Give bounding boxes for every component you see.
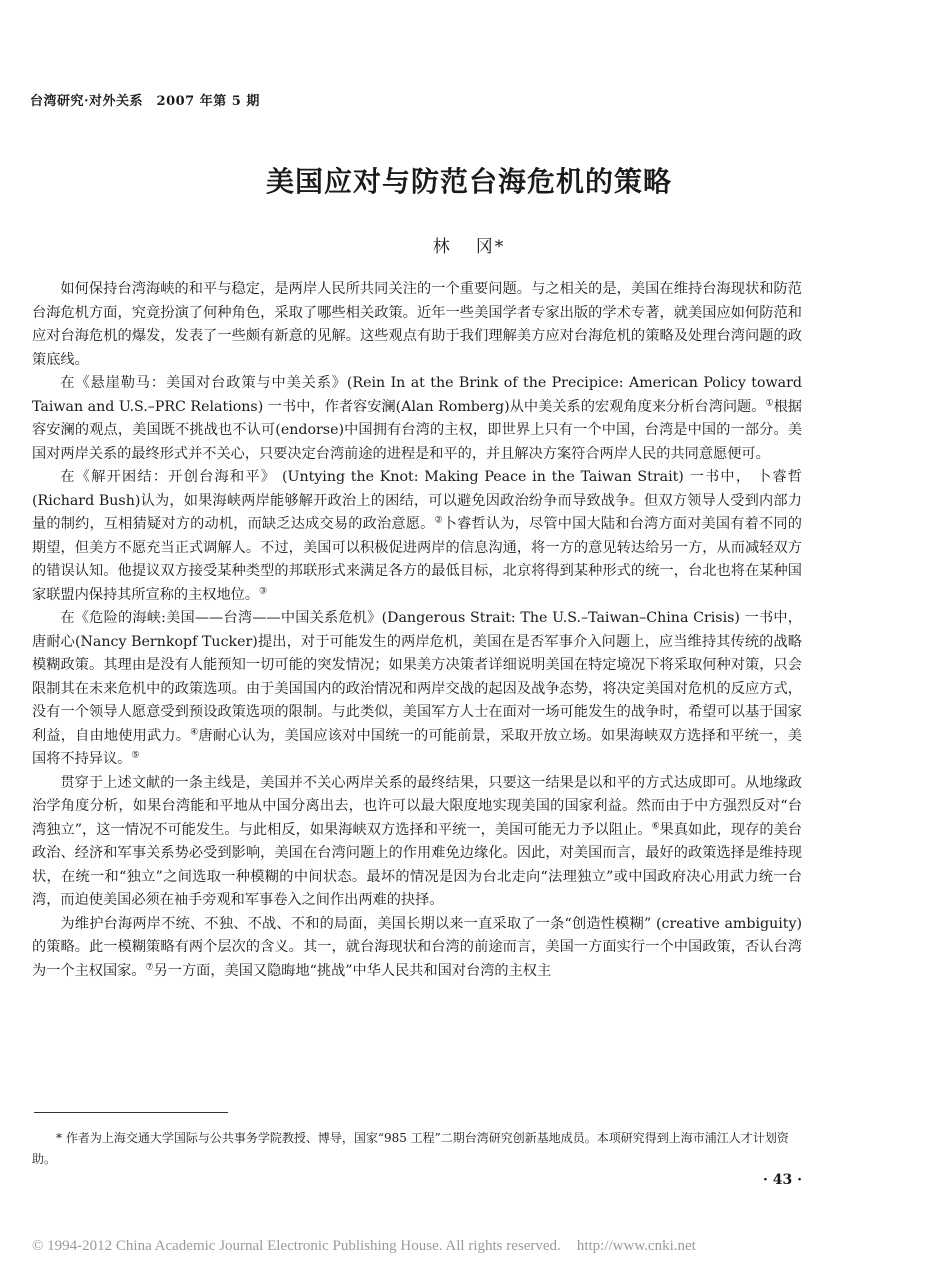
author-family-name: 冈* [475,237,506,257]
paragraph-6: 为维护台海两岸不统、不独、不战、不和的局面，美国长期以来一直采取了一条“创造性模糊” (creative ambiguity)的策略。此一模糊策略有两个层次的含义。其一，就台海现状和台湾的前途而言，美国一方面实行一个中国政策，否认台湾为一个主权国家。⑦另一方面，美国又隐晦地“挑战”中华人民共和国对台湾的主权主 [32,915,802,979]
footnote-ref-6[interactable]: ⑥ [651,820,660,831]
paragraph-1: 如何保持台湾海峡的和平与稳定，是两岸人民所共同关注的一个重要问题。与之相关的是，美国在维持台海现状和防范台海危机方面，究竟扮演了何种角色，采取了哪些相关政策。近年一些美国学者专家出版的学术专著，就美国应如何防范和应对台海危机的爆发，发表了一些颇有新意的见解。这些观点有助于我们理解美方应对台海危机的策略及处理台湾问题的政策底线。 [32,281,802,368]
footnote-ref-5[interactable]: ⑤ [131,750,140,761]
copyright-notice [32,1238,696,1255]
journal-header: 台湾研究·对外关系 2007 年第 5 期 [30,94,260,109]
paragraph-3: 在《解开困结：开创台海和平》 (Untying the Knot: Making Peace in the Taiwan Strait) 一书中， 卜睿哲(Richard Bush)认为，如果海峡两岸能够解开政治上的困结，可以避免因政治纷争而导致战争。但双方领导人受到内部力量的制约，互相猜疑对方的动机，而缺乏达成交易的政治意愿。②卜睿哲认为，尽管中国大陆和台湾方面对美国有着不同的期望，但美方不愿充当正式调解人。不过，美国可以积极促进两岸的信息沟通，将一方的意见转达给另一方，从而减轻双方的错误认知。他提议双方接受某种类型的邦联形式来满足各方的最低目标，北京将得到某种形式的统一，台北也将在某种国家联盟内保持其所宣称的主权地位。③ [32,469,802,603]
footnote-ref-4[interactable]: ④ [190,726,199,737]
article-title: 美国应对与防范台海危机的策略 [265,165,672,198]
paragraph-5: 贯穿于上述文献的一条主线是，美国并不关心两岸关系的最终结果，只要这一结果是以和平的方式达成即可。从地缘政治学角度分析，如果台湾能和平地从中国分离出去，也许可以最大限度地实现美国的国家利益。然而由于中方强烈反对“台湾独立”，这一情况不可能发生。与此相反，如果海峡双方选择和平统一，美国可能无力予以阻止。⑥果真如此，现存的美台政治、经济和军事关系势必受到影响，美国在台湾问题上的作用难免边缘化。因此，对美国而言，最好的政策选择是维持现状，在统一和“独立”之间选取一种模糊的中间状态。最坏的情况是因为台北走向“法理独立”或中国政府决心用武力统一台湾，而迫使美国必须在袖手旁观和军事卷入之间作出两难的抉择。 [32,774,802,908]
paragraph-2: 在《悬崖勒马：美国对台政策与中美关系》(Rein In at the Brink of the Precipice: American Policy toward Taiwan and U.S.–PRC Relations) 一书中，作者容安澜(Alan Romberg)从中美关系的宏观角度来分析台湾问题。①根据容安澜的观点，美国既不挑战也不认可(endorse)中国拥有台湾的主权，即世界上只有一个中国，台湾是中国的一部分。美国对两岸关系的最终形式并不关心，只要决定台湾前途的进程是和平的，并且解决方案符合两岸人民的共同意愿便可。 [32,375,802,462]
footnote-ref-3[interactable]: ③ [259,585,268,596]
footnote-ref-2[interactable]: ② [434,515,443,526]
author-footnote: * 作者为上海交通大学国际与公共事务学院教授、博导，国家“985 工程”二期台湾研究创新基地成员。本项研究得到上海市浦江人才计划资助。 [32,1131,789,1166]
footnote-divider [34,1112,228,1113]
footnote-ref-7[interactable]: ⑦ [145,961,154,972]
paragraph-4: 在《危险的海峡:美国——台湾——中国关系危机》(Dangerous Strait: The U.S.–Taiwan–China Crisis) 一书中，唐耐心(Nancy Bernkopf Tucker)提出，对于可能发生的两岸危机，美国在是否军事介入问题上，应当维持其传统的战略模糊政策。其理由是没有人能预知一切可能的突发情况；如果美方决策者详细说明美国在特定境况下将采取何种对策，只会限制其在未来危机中的政策选项。由于美国国内的政治情况和两岸交战的起因及战争态势，将决定美国对危机的反应方式，没有一个领导人愿意受到预设政策选项的限制。与此类似，美国军方人士在面对一场可能发生的战争时，希望可以基于国家利益，自由地使用武力。④唐耐心认为，美国应该对中国统一的可能前景，采取开放立场。如果海峡双方选择和平统一，美国将不持异议。⑤ [32,610,802,767]
cnki-link[interactable]: http://www.cnki.net [576,1238,696,1254]
author-line [0,232,938,257]
copyright-text: © 1994-2012 China Academic Journal Electronic Publishing House. All rights reserved. [32,1238,561,1254]
article-body [32,278,802,983]
footnote-ref-1[interactable]: ① [765,397,774,408]
page-number: · 43 · [763,1172,802,1188]
author-given-name: 林 [432,237,452,257]
